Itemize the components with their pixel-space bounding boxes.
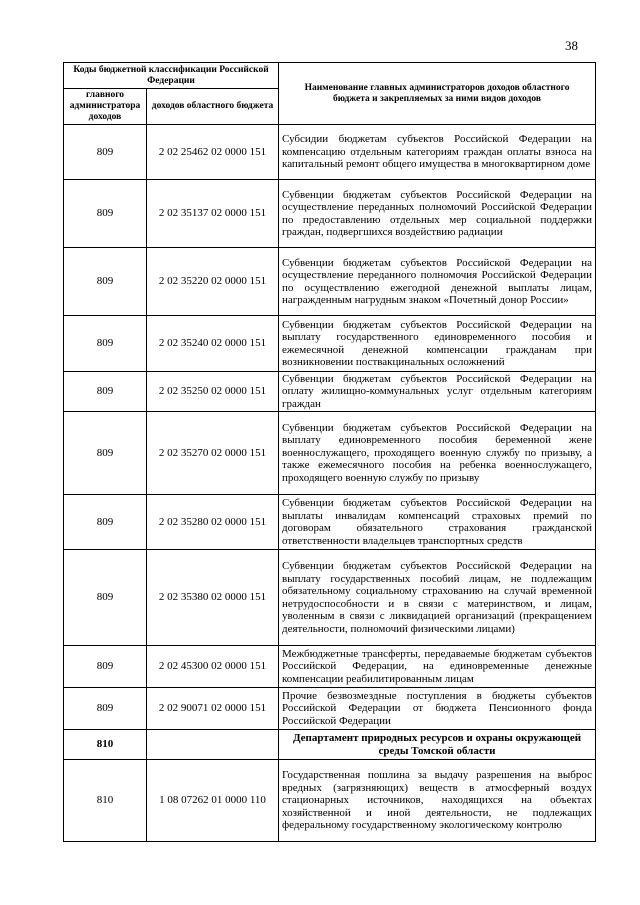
admin-code: 809 xyxy=(64,550,147,646)
table-row xyxy=(64,646,596,688)
income-code: 2 02 35220 02 0000 151 xyxy=(147,248,279,316)
income-name: Субвенции бюджетам субъектов Российской Федерации на выплату единовременного пособия беременной жене военнослужащего, проходящего военную службу по призыву, а также ежемесячного пособия на ребенка военнослужащего, проходящего военную службу по призыву xyxy=(279,412,596,495)
table-row xyxy=(64,760,596,842)
admin-column-header: главного администратора доходов xyxy=(64,89,147,125)
admin-code: 809 xyxy=(64,125,147,180)
income-name: Прочие безвозмездные поступления в бюджеты субъектов Российской Федерации от бюджета Пенсионного фонда Российской Федерации xyxy=(279,688,596,730)
income-name: Государственная пошлина за выдачу разрешения на выброс вредных (загрязняющих) веществ в атмосферный воздух стационарных источников, находящихся на объектах хозяйственной и иной деятельности, не подлежащих федеральному государственному экологическому контролю xyxy=(279,760,596,842)
income-code: 2 02 35270 02 0000 151 xyxy=(147,412,279,495)
section-empty-cell xyxy=(147,730,279,760)
income-code: 2 02 35250 02 0000 151 xyxy=(147,372,279,412)
income-code: 2 02 35240 02 0000 151 xyxy=(147,316,279,372)
admin-code: 809 xyxy=(64,412,147,495)
income-code: 2 02 25462 02 0000 151 xyxy=(147,125,279,180)
admin-code: 809 xyxy=(64,248,147,316)
table-row xyxy=(64,688,596,730)
income-code: 2 02 35137 02 0000 151 xyxy=(147,180,279,248)
income-name: Субвенции бюджетам субъектов Российской Федерации на выплату государственного единовременного пособия и ежемесячной денежной компенсации гражданам при возникновении поствакцинальных осложнений xyxy=(279,316,596,372)
section-row xyxy=(64,730,596,760)
income-code: 2 02 35280 02 0000 151 xyxy=(147,495,279,550)
income-name: Субвенции бюджетам субъектов Российской Федерации на осуществление переданного полномочия Российской Федерации по осуществлению ежегодной денежной выплаты лицам, награжденным нагрудным знаком «Почетный донор России» xyxy=(279,248,596,316)
admin-code: 809 xyxy=(64,316,147,372)
budget-classification-table xyxy=(63,62,596,842)
income-code: 1 08 07262 01 0000 110 xyxy=(147,760,279,842)
name-column-header: Наименование главных администраторов доходов областного бюджета и закрепляемых за ними видов доходов xyxy=(279,63,596,125)
table-row xyxy=(64,125,596,180)
admin-code: 809 xyxy=(64,646,147,688)
admin-code: 809 xyxy=(64,495,147,550)
income-code: 2 02 45300 02 0000 151 xyxy=(147,646,279,688)
admin-code: 810 xyxy=(64,760,147,842)
admin-code: 809 xyxy=(64,688,147,730)
table-row xyxy=(64,316,596,372)
income-name: Субвенции бюджетам субъектов Российской Федерации на оплату жилищно-коммунальных услуг отдельным категориям граждан xyxy=(279,372,596,412)
income-name: Субвенции бюджетам субъектов Российской Федерации на выплаты инвалидам компенсаций страховых премий по договорам обязательного страхования гражданской ответственности владельцев транспортных средств xyxy=(279,495,596,550)
table-row xyxy=(64,550,596,646)
income-name: Субвенции бюджетам субъектов Российской Федерации на осуществление переданных полномочий Российской Федерации по предоставлению отдельных мер социальной поддержки граждан, подвергшихся воздействию радиации xyxy=(279,180,596,248)
income-name: Субвенции бюджетам субъектов Российской Федерации на выплату государственных пособий лицам, не подлежащим обязательному социальному страхованию на случай временной нетрудоспособности и в связи с материнством, и лицам, уволенным в связи с ликвидацией организаций (прекращением деятельности, полномочий физическими лицами) xyxy=(279,550,596,646)
admin-code: 809 xyxy=(64,180,147,248)
table-row xyxy=(64,495,596,550)
income-name: Субсидии бюджетам субъектов Российской Федерации на компенсацию отдельным категориям граждан оплаты взноса на капитальный ремонт общего имущества в многоквартирном доме xyxy=(279,125,596,180)
section-admin-code: 810 xyxy=(64,730,147,760)
table-row xyxy=(64,412,596,495)
income-code: 2 02 35380 02 0000 151 xyxy=(147,550,279,646)
table-row xyxy=(64,372,596,412)
table-row xyxy=(64,248,596,316)
page-number: 38 xyxy=(565,38,578,53)
section-title: Департамент природных ресурсов и охраны окружающей среды Томской области xyxy=(279,730,596,760)
table-row xyxy=(64,180,596,248)
income-column-header: доходов областного бюджета xyxy=(147,89,279,125)
income-name: Межбюджетные трансферты, передаваемые бюджетам субъектов Российской Федерации, на единовременные денежные компенсации реабилитированным лицам xyxy=(279,646,596,688)
admin-code: 809 xyxy=(64,372,147,412)
income-code: 2 02 90071 02 0000 151 xyxy=(147,688,279,730)
codes-group-header: Коды бюджетной классификации Российской Федерации xyxy=(64,63,279,89)
